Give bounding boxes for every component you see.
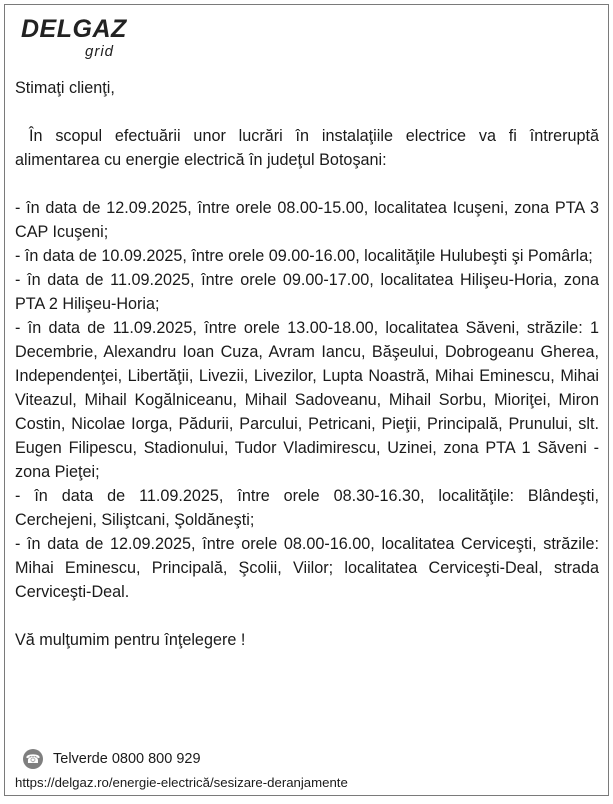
notice-page [4,4,609,796]
hotline-text: Telverde 0800 800 929 [53,751,201,767]
greeting: Stimaţi clienţi, [15,79,115,97]
phone-icon: ☎ [23,749,43,769]
delgaz-grid-logo [21,15,141,65]
contact-line [15,749,201,769]
logo-main-text: DELGAZ [21,15,127,43]
outage-item: - în data de 12.09.2025, între orele 08.00-16.00, localitatea Cerviceşti, străzile: Mihai Eminescu, Principală, Şcolii, Viilor; localitatea Cerviceşti-Deal, strada Cerviceşti-Deal. [15,535,599,601]
outage-item: - în data de 11.09.2025, între orele 13.00-18.00, localitatea Săveni, străzile: 1 Decembrie, Alexandru Ioan Cuza, Avram Iancu, Băşeului, Dobrogeanu Gherea, Independenţei, Libertăţii, Livezii, Livezilor, Lupta Noastră, Mihai Eminescu, Mihai Viteazul, Mihail Kogălniceanu, Mihail Sadoveanu, Mihail Sorbu, Mioriţei, Miron Costin, Nicolae Iorga, Pădurii, Parcului, Petricani, Pieţii, Principală, Prunului, slt. Eugen Filipescu, Stadionului, Tudor Vladimirescu, Uzinei, zona PTA 1 Săveni - zona Pieţei; [15,319,599,481]
closing-text: Vă mulţumim pentru înţelegere ! [15,631,246,649]
intro-paragraph: În scopul efectuării unor lucrări în instalaţiile electrice va fi întreruptă alimentarea cu energie electrică în judeţul Botoşani: [15,127,599,169]
outage-item: - în data de 11.09.2025, între orele 09.00-17.00, localitatea Hilişeu-Horia, zona PTA 2 Hilişeu-Horia; [15,271,599,313]
outage-item: - în data de 10.09.2025, între orele 09.00-16.00, localităţile Hulubeşti şi Pomârla; [15,247,593,265]
notice-body [15,76,599,652]
logo-sub-text: grid [85,43,115,60]
report-url-link[interactable]: https://delgaz.ro/energie-electrică/sesizare-deranjamente [15,775,348,790]
outage-item: - în data de 11.09.2025, între orele 08.30-16.30, localităţile: Blândeşti, Cerchejeni, Siliştcani, Şoldăneşti; [15,487,599,529]
outage-item: - în data de 12.09.2025, între orele 08.00-15.00, localitatea Icuşeni, zona PTA 3 CAP Icuşeni; [15,199,599,241]
